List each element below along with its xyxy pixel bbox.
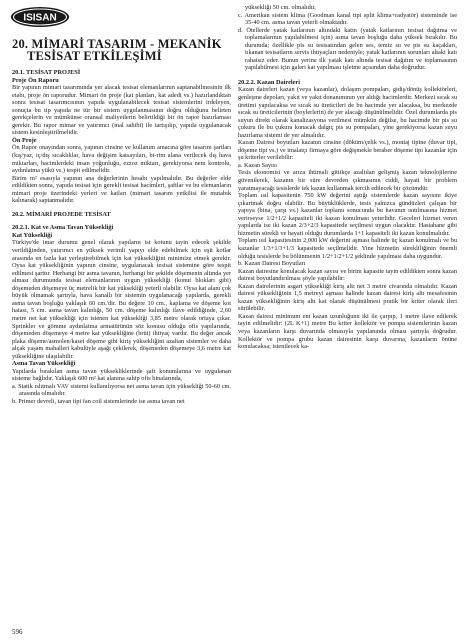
chapter-title-line-1: 20. MİMARİ TASARIM - MEKANİK — [12, 37, 222, 51]
right-column — [238, 4, 457, 351]
paragraph: Kazan dairesine konulacak kazan sayısı ve birim kapasite tayin edildikten sonra kazan dairesi boyutlandırılması şöyle yapılabilir: — [238, 267, 457, 283]
section-heading-20-2-1: 20.2.1. Kat ve Asma Tavan Yüksekliği — [12, 224, 114, 232]
section-heading-20-1: 20.1. TESİSAT PROJESİ — [12, 69, 81, 76]
chapter-title-line-2: TESİSAT ETKİLEŞİMİ — [27, 49, 162, 63]
paragraph: Türkiye'de imar durumu genel olarak yapıların ist kotunu tayin edecek şekilde verildiğinden, yatırımcı en yüksek verimli yapıyı elde edebilmek için eşit kotlar arasında en fazla kat yerleştirebilmek için kat yüksekliğini minimize etmek gerekir. Oysa kat yüksekliğinin yapının cinsine, uygulanacak tesisat sistemine göre tespit edilmesi şarttır. Herhangi bir asma tavanın, herhangi bir şekilde döşemenin altında yer alması durumunda tesisat elemanlarının uygun yüksekliği (konut blokları gibi) döşemeden döşemeye üç metrelik bir kat yüksekliği yeterli olabilir. Oysa kat alanı çok büyük olmamak şartıyla, hava kanallı bir sistemin uygulanacağı yapılarda, gerekli asma tavan boşluğu yaklaşık 60 cm.'dir. Bu değere 10 cm., kaplama ve döşeme kot hatası, 5 cm. asma tavan kalınlığı, 50 cm. döşeme kalınlığı ilave edildiğinde, 2,60 metre net kat yüksekliği için istenen kat yüksekliği 3,85 metre olarak ortaya çıkar. Sprinkler ve gömme aydınlatma armatürünün söz konusu olduğu ofis yapılarında, döşemeden döşemeye 4 metre kat yüksekliğine (brüt) ihtiyaç vardır. Bu değer ancak plaka döşeme/asmolen/kaset döşeme gibi kiriş yüksekliğini azaltan sistemler ve daha alçak yaşam mahalleri kabulüyle aşağı çekilerek, döşemeden döşemeye 3,6 metre kat yüksekliğine ulaşılabilir. — [12, 239, 231, 360]
paragraph: Birim m² esasıyla yapının ana değerlerinin hesabı yapılmalıdır. Bu değerler elde edildikten sonra, yapıda tesisat için gerekli tesisat hacimleri, şaftlar ve bu elemanların mimari proje üzerindeki yerleri ve katları (mimari tasarım yetkilisi ile mutabık kalınarak) saptanmalıdır. — [12, 174, 231, 205]
paragraph: Tesis ekonomisi ve arıza ihtimali gittikçe azaltılan gelişmiş kazan teknolojilerine güvenilerek, kazanın bir süre devreden çıkmasının ciddi, hayati bir problem yaratmayacağı tesislerde tek kazan kullanmak tercih edilecek bir çözümdür. — [238, 169, 457, 192]
paragraph: Toplam ısıl kapasitenin 750 kW değerini aştığı sistemlerde kazan sayısını ikiye çıkartmak doğru olabilir. Bu büyüklüklerde, tesis yalnızca gündüzleri çalışan bir yapıya (bina, çarşı vs.) kazanlar toplamı sonucunda bu havanın ısıtılmasına hizmet verirseyse 1/2+1/2 kapasiteli iki kazan konulması yeterlidir. Geceleri hizmet veren yapılarda ise iki kazan 2/3+2/3 kapasitede seçilmesi uygun olacaktır. Hastahane gibi hizmetin sürekli ve hayati olduğu durumlarda 1+1 kapasiteli iki kazan konulmalıdır. — [238, 192, 457, 237]
list-label: a. Kazan Sayısı — [238, 161, 277, 169]
paragraph: Kazan Dairesi boyutları kazanın cinsine (döküm/çelik vs.), montaj tipine (duvar tipi, döşeme tipi vs.) ve imalatçı firmaya göre değişmekle beraber döşeme tipi kazanlar için şu kriterler verilebilir: — [238, 139, 457, 162]
section-heading-20-2-2: 20.2.2. Kazan Daireleri — [238, 78, 300, 86]
paragraph: Kazan dairesi minimum ent kazan uzunluğunu iki ile çarpıp, 1 metre ilave edilerek tayin edilmelidir: (2L K+1) metre Bu kriter kollektör ve pompa sistemlerinin kazan veya kazanların karşı duvarında olmasıyla yapılanında olması şartıyla doğrudur. Kollektör ve pompa grubu kazan dairesinin karşı duvarına, kazanların önüne konulacaksa; istenilecek ka- — [238, 312, 457, 351]
list-item: d. Ötellerde yatak katlarının altındaki katın (yatak katlarının tesisat dağıtma ve toplamalarının yapılabilmesi için) asma tavan boşluğu daha yüksek bırakılır. Bu durumda; özellikle pis su tesisatından gelen ses, temiz su ve pis su kaçakları, tıkanan tesisatların servis ihtiyaçları nedeniyle; yatak katlarının sorunları altaki katı rahatsız eder. Bunun yerine ilk yatak katı altında tesisat dağıtım ve toplamasının yapılabilmesi için galeri kat yapılması işletme açısından daha doğrudur. — [238, 26, 457, 72]
section-heading-20-2: 20.2. MİMARİ PROJEDE TESİSAT — [12, 210, 111, 218]
paragraph: Toplam ısıl kapasitesinin 2,000 kW değerini aşması halinde üç kazan konulmalı ve bu kazanlar 1/3+1/3+1/3 kapasitede seçilmelidir. Yine hizmetin sürekliliğinin önemli olduğu tesislerde bu bölünmenin 1/2+1/2+1/2 şeklinde yapılması daha uygundur. — [238, 237, 457, 260]
paragraph: Kazan dairelerinin asgari yüksekliği kiriş altı net 3 metre civarında olmalıdır. Kazan dairesi yüksekliğinin 1,5 metreyi aşması halinde kazan dairesi kiriş altı mesafesinin kazan yüksekliğinin kiriş altı kat olarak düşünülmesi pratik bir kriter olarak ileri sürülebilir. — [238, 282, 457, 313]
isisan-logo — [10, 6, 70, 28]
list-item: c. Amerikan sistem klima (Goodman kanal tipi split klima+radyatör) sisteminde ise 35-40 cm. asma tavan yeterli olmaktadır. — [238, 11, 457, 27]
paragraph-continuation: yüksekliği 50 cm. olmalıdır. — [245, 4, 316, 11]
paragraph: Yapılarda bırakılan asma tavan yüksekliklerinde şaft konumlarına ve uygulanan sisteme bağlıdır. Yaklaşık 600 m² kat alanına sahip ofis binalarında, — [12, 367, 231, 383]
subheading-asma-tavan-yuksekligi: Asma Tavan Yüksekliği — [12, 360, 76, 368]
subheading-proje-on-raporu: Proje Ön Raporu — [12, 76, 59, 84]
logo-text: ISISAN — [23, 12, 57, 24]
paragraph: Bir yapının mimari tasarımında yer alacak tesisat elemanlarının saptanabilmesinin ilk etabı, proje ön raporudur. Mimari ön proje (kat planları, kat adedi vs.) hazırlandıktan sonra tesisat tasarımcısının yapıda uygulanabilecek tesisat sistemlerini irdeleyen, sonuçta bu tip yapıda ne tür bir sistem uygulanmasının doğru olduğunu belirten gerekçelerin ve mümkünse oransal maliyetlerin belirtildiği bir ön rapor hazırlaması gerekir. Bu rapor mimar ve yatırımcı (mal sahibi) ile tartışılıp, yapıda uygulanacak sistem kesinleştirilmelidir. — [12, 84, 231, 137]
page-number: 596 — [12, 628, 23, 636]
left-column — [12, 38, 231, 406]
paragraph: Kazan daireleri kazan (veya kazanlar), dolaşım pompaları, gidiş/dönüş kollektörleri, genleşme depoları, yakıt ve yakıt donanımının yer aldığı hacimlerdir. Merkezi sıcak su üretimi yapılacaksa ve sıcak su üreticileri de bu hacimde yer alacaksa, bu merkezde sıcak su üreticilerinin (boylerlerin) de yer alacağı düşünülmelidir. Özel durumlarda pis suyun direkt olarak kanalizasyona verilmesi mümkün değilse, bu hacimde bir pis su çukuru ile bu çukura konacak dalgıç pis su pompaları, yine gerekiyorsa kazan suyu hazırlama sistemi de yer almalıdır. — [238, 86, 457, 139]
list-item: b. Primer devreli, tavan tipi fan coil sistemlerinde ise asma tavan net — [12, 397, 185, 405]
chapter-title — [12, 38, 231, 62]
subheading-on-proje: Ön Proje — [12, 136, 37, 144]
list-label: b. Kazan Dairesi Boyutları — [238, 260, 306, 268]
paragraph: Ön Rapor onayından sonra, yapının cinsine ve kullanım amacına göre tasarım şartları (kış/yaz, iç/dış sıcaklıklar, hava değişim katsayıları, bi-rim alana verilecek dış hava miktarları, hacimlerdeki insan yoğunluğu, ezzoz miktarı, gerekiyorsa nem kontrolu, aydınlatma yükü vs.) tespit edilmelidir. — [12, 144, 231, 175]
list-item: a. Statik ıslıtmalı VAV sistemi kullanılıyorsa net asma tavan için yüksekliği 50-60 cm. arasında olmalıdır. — [12, 382, 231, 398]
subheading-kat-yuksekligi: Kat Yüksekliği — [12, 231, 53, 239]
